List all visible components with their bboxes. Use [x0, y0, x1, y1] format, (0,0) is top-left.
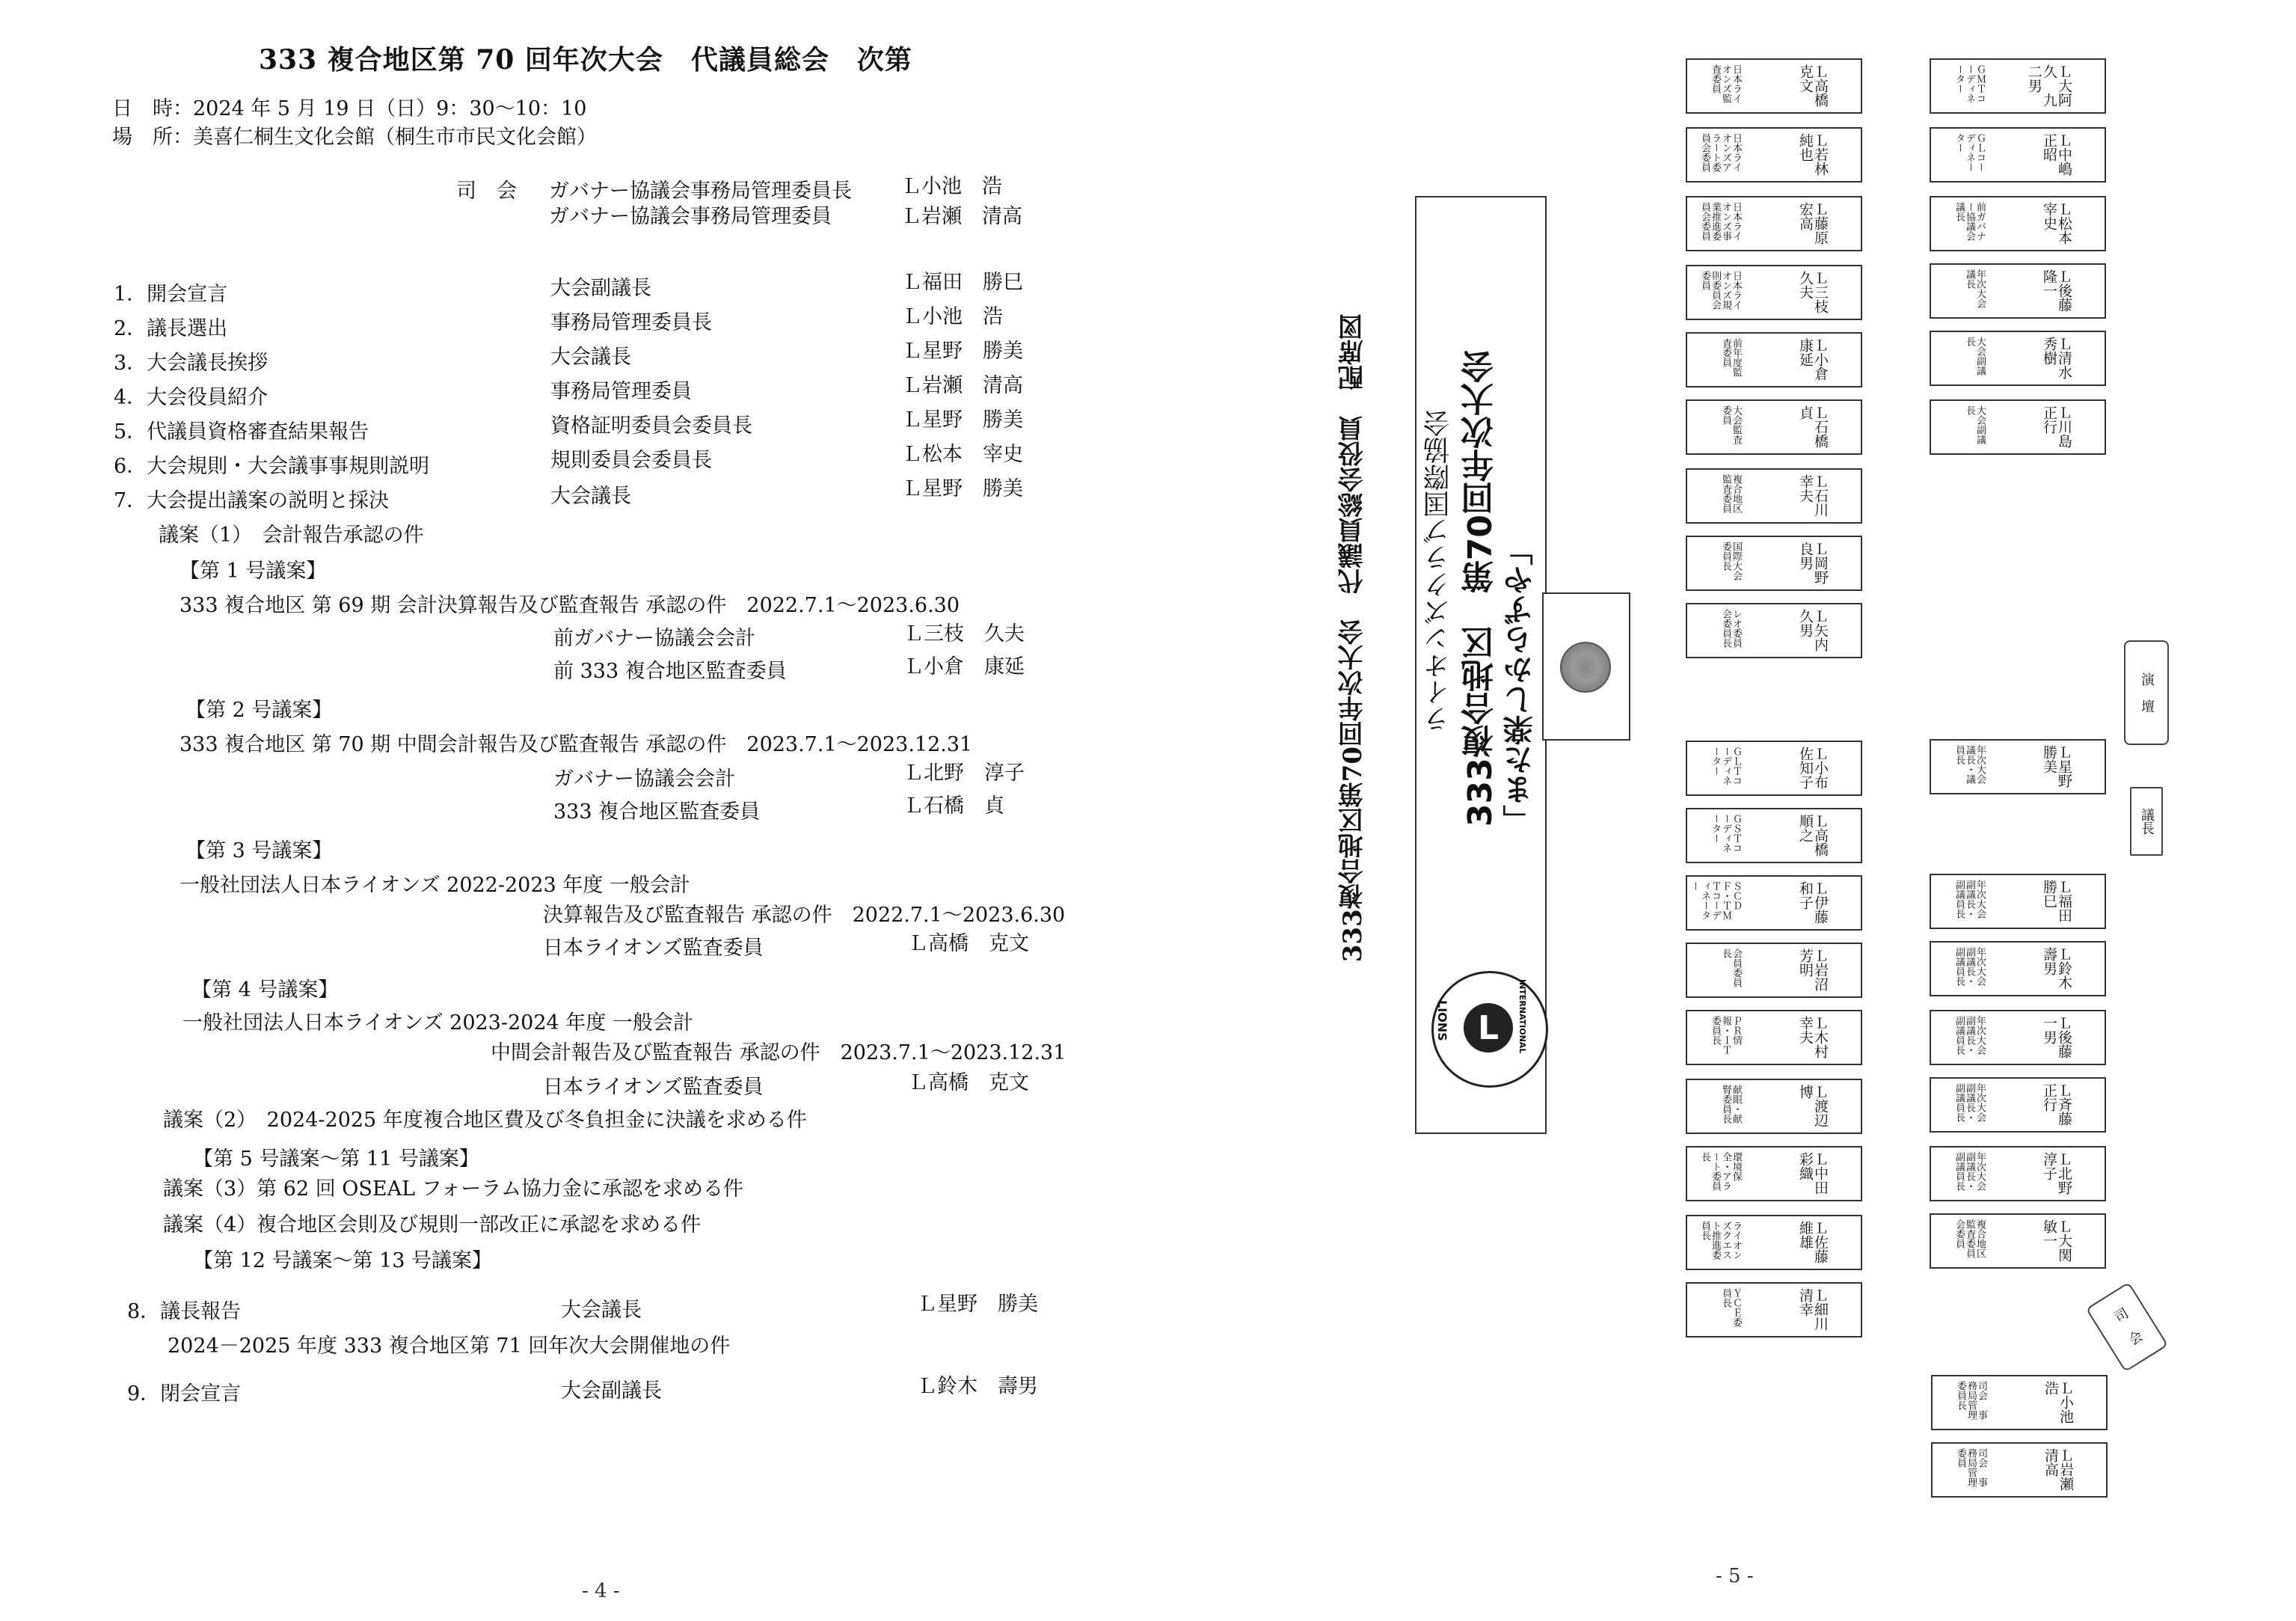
moderator-name-1: Ｌ小池 浩 [901, 175, 1002, 198]
moderator-role-1: ガバナー協議会事務局管理委員長 [549, 180, 852, 203]
agenda-role: 事務局管理委員 [550, 380, 692, 403]
venue-line: 場 所：美喜仁桐生文化会館（桐生市市民文化会館） [112, 126, 597, 149]
proposal-3-role: 日本ライオンズ監査委員 [543, 937, 764, 960]
banner-line-3: 「また楽しからずや」 [1503, 536, 1538, 835]
seat-card: 会員委員長 Ｌ岩沼 芳明 [1686, 943, 1862, 998]
agenda-item-9-name: Ｌ鈴木 壽男 [917, 1375, 1038, 1398]
banner-line-2: 333複合地区 第70回年次大会 [1461, 350, 1500, 827]
proposal-1-role: 前 333 複合地区監査委員 [553, 660, 787, 683]
agenda-item-8-sub: 2024－2025 年度 333 複合地区第 71 回年次大会開催地の件 [168, 1335, 731, 1358]
proposal-3-head: 【第 3 号議案】 [185, 839, 333, 862]
logo-letter: L [1464, 1003, 1513, 1052]
proposal-1-name: Ｌ三枝 久夫 [903, 622, 1025, 646]
agenda-role: 大会議長 [550, 346, 631, 369]
page-number: - 4 - [582, 1580, 620, 1602]
moderator-role-2: ガバナー協議会事務局管理委員 [549, 205, 832, 228]
agenda-name: Ｌ岩瀬 清高 [902, 374, 1023, 397]
agenda-item: 2．議長選出 [114, 317, 228, 340]
seat-card: 前ガバナー協議会議長 Ｌ松本 宰史 [1930, 196, 2106, 251]
proposal-3-name: Ｌ高橋 克文 [908, 932, 1029, 955]
agenda-name: Ｌ松本 宰史 [902, 443, 1023, 466]
proposal-1: 議案（1） 会計報告承認の件 [159, 524, 424, 547]
proposal-1-name: Ｌ小倉 康延 [903, 655, 1025, 678]
proposal-3-title: 議案（3）第 62 回 OSEAL フォーラム協力金に承認を求める件 [163, 1177, 744, 1201]
seal-icon [1560, 642, 1611, 693]
seat-card: 複合地区監査委員 Ｌ石川 幸夫 [1686, 468, 1862, 524]
seat-card: 年次大会副議長・副議員長 Ｌ北野 淳子 [1930, 1146, 2106, 1201]
proposal-5-11-head: 【第 5 号議案～第 11 号議案】 [193, 1147, 479, 1171]
agenda-item-9-role: 大会副議長 [561, 1379, 662, 1403]
seat-card: 国際大会委員長 Ｌ岡野 良男 [1686, 536, 1862, 591]
proposal-3-text: 一般社団法人日本ライオンズ 2022-2023 年度 一般会計 [179, 874, 690, 897]
proposal-4-text2: 中間会計報告及び監査報告 承認の件 2023.7.1～2023.12.31 [491, 1041, 1066, 1064]
seat-card: ライオンズクエスト推進委員長 Ｌ佐藤 維雄 [1686, 1215, 1862, 1270]
proposal-2-head: 【第 2 号議案】 [185, 699, 333, 722]
proposal-1-role: 前ガバナー協議会会計 [553, 627, 755, 650]
seat-card: 日本ライオンズ事業推進委員会委員 Ｌ藤原 宏高 [1686, 196, 1862, 251]
proposal-2-role: ガバナー協議会会計 [553, 767, 735, 791]
agenda-name: Ｌ星野 勝美 [902, 340, 1023, 363]
proposal-4-text: 一般社団法人日本ライオンズ 2023-2024 年度 一般会計 [182, 1011, 693, 1035]
agenda-role: 資格証明委員会委員長 [550, 414, 752, 438]
seat-card: 年次大会副議長・副議員長 Ｌ福田 勝巳 [1930, 874, 2106, 929]
proposal-1-head: 【第 1 号議案】 [179, 560, 327, 583]
seating-chart-heading: 333複合地区第70回年次大会 代議員総会役員 配席図 [1338, 314, 1368, 963]
seat-card: ＰＲ情報・ＩＴ委員長 Ｌ木村 幸夫 [1686, 1010, 1862, 1065]
proposal-4-name: Ｌ高橋 克文 [908, 1071, 1029, 1094]
seat-card: 前年度監査委員 Ｌ小倉 康延 [1686, 332, 1862, 387]
date-line: 日 時：2024 年 5 月 19 日（日）9：30～10：10 [112, 97, 587, 120]
moderator-label: 司 会 [456, 180, 517, 203]
proposal-1-text: 333 複合地区 第 69 期 会計決算報告及び監査報告 承認の件 2022.7.1～2023.6.30 [179, 594, 960, 617]
seat-card: ＧＬＴコーディネーター Ｌ小布 佐知子 [1686, 741, 1862, 796]
seat-card: 大会副議長 Ｌ清水 秀樹 [1930, 331, 2106, 386]
banner-line-1: ライオンズクラブ国際協会 [1423, 410, 1454, 733]
agenda-item-8-name: Ｌ星野 勝美 [917, 1293, 1038, 1316]
agenda-item: 7．大会提出議案の説明と採決 [114, 489, 390, 512]
seat-card: 日本ライオンズアラート委員会委員 Ｌ若林 純也 [1686, 127, 1862, 183]
logo-left-text: LIONS [1435, 1000, 1449, 1041]
seat-card: 日本ライオンズ規則委員会委員 Ｌ三枝 久夫 [1686, 265, 1862, 320]
agenda-name: Ｌ星野 勝美 [902, 477, 1023, 500]
agenda-role: 大会副議長 [550, 277, 651, 300]
seat-card: ＳＣＤＦ・ＴＭＴコーディネーター Ｌ伊藤 和子 [1686, 875, 1862, 931]
proposal-4-head: 【第 4 号議案】 [191, 978, 339, 1002]
agenda-name: Ｌ小池 浩 [902, 305, 1003, 328]
agenda-role: 事務局管理委員長 [550, 311, 712, 334]
seat-card: レオ委員会委員長 Ｌ矢内 久男 [1686, 603, 1862, 658]
seat-card: 年次大会副議長・副議員長 Ｌ斉藤 正行 [1930, 1077, 2106, 1133]
page-number: - 5 - [1716, 1565, 1754, 1587]
seat-card: 大会監査委員 Ｌ石橋 貞 [1686, 399, 1862, 455]
seat-card: 日本ライオンズ監査委員 Ｌ高橋 克文 [1686, 58, 1862, 114]
seat-card: 大会副議長 Ｌ川島 正行 [1930, 399, 2106, 455]
page-title: 333 複合地区第 70 回年次大会 代議員総会 次第 [259, 44, 912, 76]
seat-card: 司会 事務局管理委員長 Ｌ小池 浩 [1931, 1375, 2108, 1430]
seat-card: ＧＳＴコーディネーター Ｌ高橋 順之 [1686, 808, 1862, 863]
podium: 演 壇 [2124, 640, 2169, 745]
agenda-item-9: 9．閉会宣言 [127, 1382, 242, 1406]
agenda-item: 1．開会宣言 [114, 283, 228, 306]
seat-card: ＧＭＴコーディネーター Ｌ大阿久 九二男 [1930, 58, 2106, 114]
seat-card: 年次大会副議長・副議員長 Ｌ鈴木 壽男 [1930, 941, 2106, 996]
seat-card: 年次大会副議長・副議員長 Ｌ後藤 一男 [1930, 1010, 2106, 1065]
seat-card: 年次大会議長・議員長 Ｌ星野 勝美 [1930, 739, 2106, 794]
agenda-role: 規則委員会委員長 [550, 449, 712, 472]
logo-right-text: INTERNATIONAL [1517, 979, 1527, 1054]
agenda-item-8: 8．議長報告 [127, 1300, 242, 1323]
seat-card: 司会 事務局管理委員 Ｌ岩瀬 清高 [1931, 1442, 2108, 1498]
moderator-stand: 司 会 [2086, 1282, 2169, 1373]
seat-card: 複合地区監査委員会委員 Ｌ大関 敏一 [1930, 1213, 2106, 1269]
lions-logo [1431, 971, 1548, 1088]
agenda-item-8-role: 大会議長 [561, 1299, 642, 1322]
seat-card: 年次大会議長 Ｌ後藤 隆一 [1930, 263, 2106, 319]
agenda-name: Ｌ福田 勝巳 [902, 271, 1023, 294]
agenda-item: 5．代議員資格審査結果報告 [114, 420, 369, 444]
agenda-role: 大会議長 [550, 485, 631, 508]
agenda-item: 3．大会議長挨拶 [114, 352, 268, 375]
proposal-2-name: Ｌ石橋 貞 [903, 794, 1004, 818]
agenda-name: Ｌ星野 勝美 [902, 408, 1023, 432]
agenda-item: 4．大会役員紹介 [114, 386, 268, 409]
proposal-4-title: 議案（4）複合地区会則及び規則一部改正に承認を求める件 [163, 1213, 702, 1237]
chair-label: 議長 [2130, 787, 2163, 856]
seat-card: 献眼・献腎委員長 Ｌ渡辺 博 [1686, 1079, 1862, 1134]
proposal-2-title: 議案（2） 2024-2025 年度複合地区費及び冬負担金に決議を求める件 [163, 1109, 807, 1132]
proposal-12-13-head: 【第 12 号議案～第 13 号議案】 [193, 1249, 493, 1272]
seat-card: ＧＬコーディネーター Ｌ中嶋 正昭 [1930, 127, 2106, 183]
proposal-4-role: 日本ライオンズ監査委員 [543, 1076, 764, 1099]
proposal-2-role: 333 複合地区監査委員 [553, 800, 761, 824]
seat-card: ＹＣＥ委員長 Ｌ細川 清幸 [1686, 1282, 1862, 1337]
proposal-2-text: 333 複合地区 第 70 期 中間会計報告及び監査報告 承認の件 2023.7.1～2023.12.31 [179, 733, 973, 756]
seat-card: 環境保全・アラート委員長 Ｌ中田 彩織 [1686, 1146, 1862, 1201]
proposal-3-text2: 決算報告及び監査報告 承認の件 2022.7.1～2023.6.30 [543, 904, 1066, 927]
agenda-item: 6．大会規則・大会議事事規則説明 [114, 455, 430, 478]
proposal-2-name: Ｌ北野 淳子 [903, 762, 1025, 785]
moderator-name-2: Ｌ岩瀬 清高 [901, 205, 1022, 228]
